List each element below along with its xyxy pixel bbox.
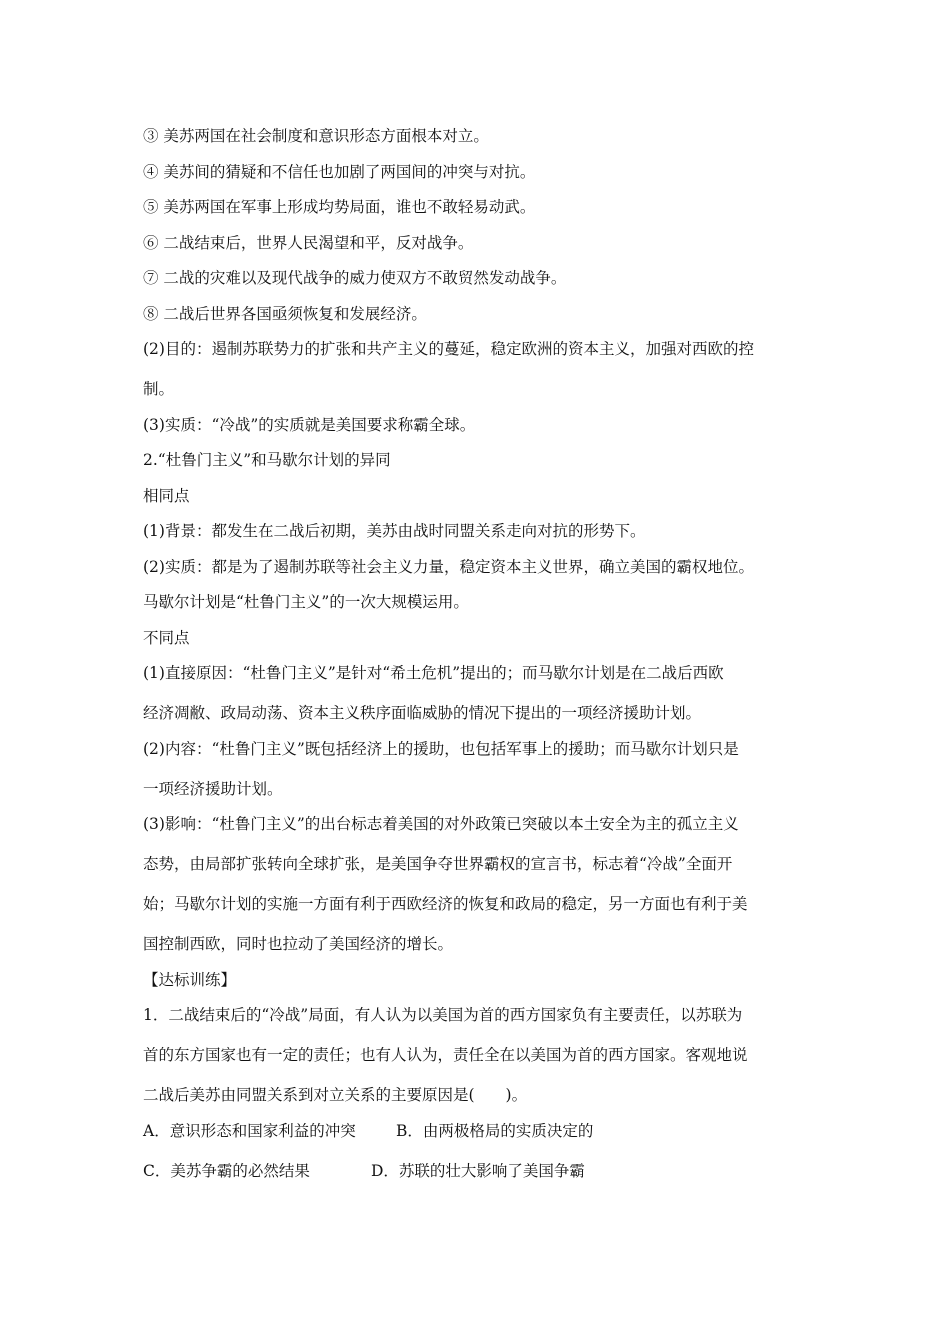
difference-cause-cont: 经济凋敝、政局动荡、资本主义秩序面临威胁的情况下提出的一项经济援助计划。 — [143, 704, 702, 722]
option-d: D．苏联的壮大影响了美国争霸 — [371, 1161, 585, 1180]
option-a: A．意识形态和国家利益的冲突 — [143, 1121, 356, 1140]
cause-item-4: ④ 美苏间的猜疑和不信任也加剧了两国间的冲突与对抗。 — [143, 162, 536, 181]
cause-item-7: ⑦ 二战的灾难以及现代战争的威力使双方不敢贸然发动战争。 — [143, 269, 567, 287]
purpose-line: (2)目的：遏制苏联势力的扩张和共产主义的蔓延，稳定欧洲的资本主义，加强对西欧的控 — [143, 340, 754, 358]
essence-line: (3)实质：“冷战”的实质就是美国要求称霸全球。 — [143, 415, 476, 434]
question-1-options-row-1 — [143, 1121, 811, 1141]
differences-heading: 不同点 — [143, 628, 190, 647]
section-2-heading: 2.“杜鲁门主义”和马歇尔计划的异同 — [143, 451, 391, 469]
option-b: B．由两极格局的实质决定的 — [396, 1121, 594, 1140]
difference-impact: (3)影响：“杜鲁门主义”的出台标志着美国的对外政策已突破以本土安全为主的孤立主义 — [143, 815, 739, 833]
cause-item-3: ③ 美苏两国在社会制度和意识形态方面根本对立。 — [143, 127, 489, 145]
document-body — [143, 126, 811, 1181]
purpose-line-cont: 制。 — [143, 380, 175, 398]
question-1-stem-cont-2: 二战后美苏由同盟关系到对立关系的主要原因是( )。 — [143, 1086, 528, 1104]
question-1-stem-cont-1: 首的东方国家也有一定的责任；也有人认为，责任全在以美国为首的西方国家。客观地说 — [143, 1046, 748, 1064]
question-1-stem: 1．二战结束后的“冷战”局面，有人认为以美国为首的西方国家负有主要责任，以苏联为 — [143, 1006, 743, 1024]
practice-heading: 【达标训练】 — [143, 970, 237, 989]
similarity-background: (1)背景：都发生在二战后初期，美苏由战时同盟关系走向对抗的形势下。 — [143, 522, 646, 540]
difference-impact-cont-1: 态势，由局部扩张转向全球扩张，是美国争夺世界霸权的宣言书，标志着“冷战”全面开 — [143, 855, 733, 873]
difference-content-cont: 一项经济援助计划。 — [143, 779, 283, 798]
difference-impact-cont-3: 国控制西欧，同时也拉动了美国经济的增长。 — [143, 935, 454, 953]
cause-item-8: ⑧ 二战后世界各国亟须恢复和发展经济。 — [143, 304, 427, 323]
difference-impact-cont-2: 始；马歇尔计划的实施一方面有利于西欧经济的恢复和政局的稳定，另一方面也有利于美 — [143, 895, 748, 913]
similarity-essence: (2)实质：都是为了遏制苏联等社会主义力量，稳定资本主义世界，确立美国的霸权地位。 — [143, 557, 754, 576]
option-c: C．美苏争霸的必然结果 — [143, 1161, 310, 1180]
similarities-heading: 相同点 — [143, 486, 190, 505]
difference-cause: (1)直接原因：“杜鲁门主义”是针对“希土危机”提出的；而马歇尔计划是在二战后西欧 — [143, 664, 724, 682]
difference-content: (2)内容：“杜鲁门主义”既包括经济上的援助，也包括军事上的援助；而马歇尔计划只是 — [143, 739, 739, 758]
question-1-options-row-2 — [143, 1161, 811, 1181]
cause-item-6: ⑥ 二战结束后，世界人民渴望和平，反对战争。 — [143, 233, 474, 252]
marshall-note: 马歇尔计划是“杜鲁门主义”的一次大规模运用。 — [143, 593, 469, 611]
cause-item-5: ⑤ 美苏两国在军事上形成均势局面，谁也不敢轻易动武。 — [143, 198, 536, 216]
